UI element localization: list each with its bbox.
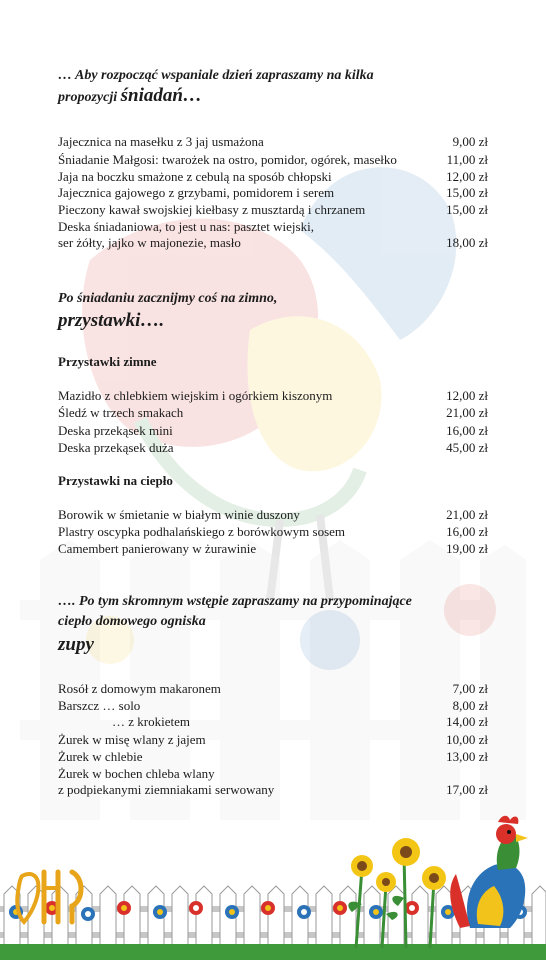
starters-heading: przystawki…. (58, 310, 165, 331)
item-name: Jajecznica gajowego z grzybami, pomidorem i serem (58, 185, 335, 200)
item-name: Deska przekąsek mini (58, 423, 173, 438)
starters-intro-line1: Po śniadaniu zacznijmy coś na zimno, (58, 291, 278, 306)
item-price: 15,00 zł (446, 185, 488, 200)
item-price: 17,00 zł (446, 782, 488, 797)
breakfast-intro-line2 (58, 86, 374, 108)
breakfast-intro (58, 66, 374, 108)
menu-item (58, 234, 488, 252)
item-name: Deska śniadaniowa, to jest u nas: pasztet wiejski, (58, 219, 314, 234)
item-price: 15,00 zł (446, 202, 488, 217)
item-price: 21,00 zł (446, 507, 488, 522)
item-name: Deska przekąsek duża (58, 440, 174, 455)
item-price: 16,00 zł (446, 524, 488, 539)
menu-item (58, 422, 488, 440)
starters-intro (58, 289, 277, 333)
item-name: Żurek w misę wlany z jajem (58, 732, 206, 747)
item-price: 16,00 zł (446, 423, 488, 438)
item-price: 9,00 zł (452, 134, 488, 149)
soups-intro-line2: ciepło domowego ogniska (58, 614, 206, 629)
rooster-icon (450, 816, 528, 928)
item-price: 19,00 zł (446, 541, 488, 556)
item-name: Barszcz … solo (58, 698, 141, 713)
item-name: Jajecznica na masełku z 3 jaj usmażona (58, 134, 264, 149)
item-price: 7,00 zł (452, 681, 488, 696)
restaurant-logo-icon (14, 866, 90, 930)
item-name: Śniadanie Małgosi: twarożek na ostro, pomidor, ogórek, masełko (58, 152, 397, 167)
breakfast-intro-line1: … Aby rozpocząć wspaniale dzień zapraszamy na kilka (58, 68, 374, 83)
warm-starters-title: Przystawki na ciepło (58, 473, 173, 488)
menu-item (58, 184, 488, 202)
soups-intro-line1: …. Po tym skromnym wstępie zapraszamy na przypominające (58, 594, 412, 609)
menu-item (58, 523, 488, 541)
item-name: z podpiekanymi ziemniakami serwowany (58, 782, 275, 797)
item-price: 12,00 zł (446, 169, 488, 184)
item-price: 21,00 zł (446, 405, 488, 420)
menu-item (58, 201, 488, 219)
item-name: Śledź w trzech smakach (58, 405, 184, 420)
menu-item (58, 680, 488, 698)
item-price: 18,00 zł (446, 235, 488, 250)
breakfast-intro-prefix: propozycji (58, 90, 121, 105)
menu-item (58, 133, 488, 151)
menu-item (58, 506, 488, 524)
item-name: Plastry oscypka podhalańskiego z borówkowym sosem (58, 524, 346, 539)
breakfast-heading: śniadań… (120, 85, 202, 106)
item-name: Pieczony kawał swojskiej kiełbasy z musztardą i chrzanem (58, 202, 366, 217)
item-price: 8,00 zł (452, 698, 488, 713)
item-name: Żurek w bochen chleba wlany (58, 766, 215, 781)
menu-item (58, 540, 488, 558)
soups-intro (58, 592, 412, 658)
menu-item (58, 404, 488, 422)
cold-starters-title: Przystawki zimne (58, 354, 157, 369)
soups-heading: zupy (58, 634, 94, 655)
menu-item (58, 387, 488, 405)
item-name: Camembert panierowany w żurawinie (58, 541, 257, 556)
item-price: 10,00 zł (446, 732, 488, 747)
item-name: ser żółty, jajko w majonezie, masło (58, 235, 241, 250)
item-name: … z krokietem (112, 714, 190, 729)
menu-item (58, 151, 488, 169)
item-price: 45,00 zł (446, 440, 488, 455)
menu-item (58, 713, 488, 731)
item-price: 11,00 zł (446, 152, 488, 167)
item-price: 14,00 zł (446, 714, 488, 729)
item-name: Żurek w chlebie (58, 749, 143, 764)
menu-item (58, 439, 488, 457)
menu-item (58, 748, 488, 766)
item-price: 13,00 zł (446, 749, 488, 764)
item-name: Rosół z domowym makaronem (58, 681, 221, 696)
menu-item (58, 781, 488, 799)
item-name: Jaja na boczku smażone z cebulą na sposób chłopski (58, 169, 332, 184)
item-price: 12,00 zł (446, 388, 488, 403)
menu-item (58, 731, 488, 749)
item-name: Mazidło z chlebkiem wiejskim i ogórkiem kiszonym (58, 388, 333, 403)
item-name: Borowik w śmietanie w białym winie duszony (58, 507, 300, 522)
